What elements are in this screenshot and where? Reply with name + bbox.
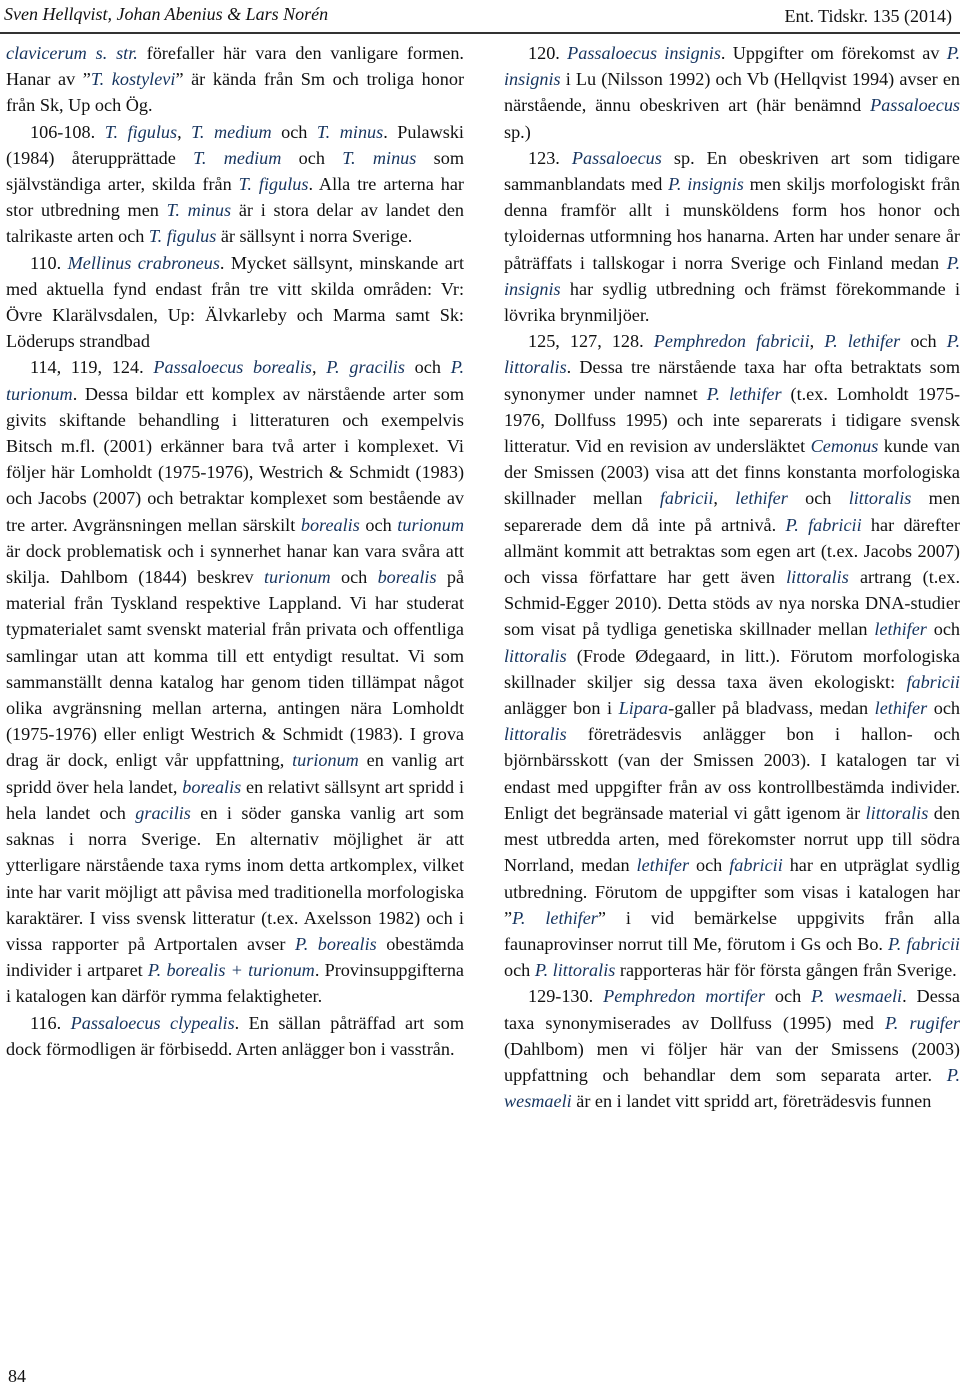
text-run: är en i landet vitt spridd art, företrädesvis funnen [571,1091,932,1112]
text-run: och [689,855,730,876]
text-run: . Alla tre arterna har stor utbredning men [6,174,464,221]
text-run: som självständiga arter, skilda från [6,147,464,195]
taxon-name: lethifer [874,698,928,719]
text-run: företrädesvis anlägger bon i hallon- och björnbärsskott (van der Smissen 2003). I katalogen tar vi endast med uppgifter från av oss kontrollbestämda individer. Enligt det begränsade material vi gått igenom är [504,724,960,823]
text-run: (Dahlbom) men vi följer här van der Smissens (2003) uppfattning och behandlar dem som separata arter. [504,1038,960,1085]
text-run: men skiljs morfologiskt från denna framför allt i munsköldens form hos honor och tyloidernas utformning hos hanarna. Arten har under senare år påträffats i tallskogar i norra Sverige och Finland medan [504,174,960,273]
text-run: , [177,121,192,142]
right-column [504,40,960,1114]
text-run: ” är kända från Sm och troliga honor från Sk, Up och Ög. [6,69,465,116]
text-run: och [787,488,849,509]
taxon-name: borealis [182,776,242,797]
taxon-name: T. figulus [238,174,309,195]
text-run: 106-108. [30,121,105,142]
taxon-name: P. wesmaeli [811,986,903,1007]
taxon-name: P. fabricii [888,933,960,954]
taxon-name: T. minus [342,147,417,168]
paragraph [504,145,960,328]
text-run: och [900,331,947,352]
text-run: och [764,986,812,1007]
text-run: är sällsynt i norra Sverige. [216,226,413,247]
text-run: . Provinsuppgifterna i katalogen kan därför rymma felaktigheter. [6,960,464,1007]
paragraph [6,40,464,119]
paragraph [504,983,960,1114]
text-run: artrang (t.ex. Schmid-Egger 2010). Detta stöds av nya norska DNA-studier som visat på tydliga genetiska skillnader mellan [504,567,960,640]
text-run: en i söder ganska vanlig art som saknas i norra Sverige. En alternativ möjlighet är att ytterligare närstående taxa ryms inom detta artkomplex, vilket inte har varit möjligt att påvisa med traditionella morfologiska karaktärer. I viss svensk litteratur (t.ex. Axelsson 1982) och i vissa rapporter på Artportalen avser [6,802,464,954]
text-run: (t.ex. Lomholdt 1975-1976, Dollfuss 1995) och inte separerats i tidigare svensk litteratur. Vid en revision av undersläktet [504,383,960,457]
text-run: 110. [30,252,68,273]
taxon-name: fabricii [906,671,960,692]
taxon-name: turionum [397,514,464,535]
taxon-name: P. insignis [504,252,960,299]
text-run: och [504,960,535,981]
text-run: 125, 127, 128. [528,331,654,352]
text-run: . En sällan påträffad art som dock förmodligen är förbisedd. Arten anlägger bon i vasstrån. [6,1012,464,1059]
taxon-name: P. insignis [668,174,744,195]
text-run: sp. En obeskriven art som tidigare sammanblandats med [504,147,960,195]
taxon-name: borealis [377,567,437,588]
text-run: 116. [30,1012,71,1033]
taxon-name: Cemonus [810,436,879,457]
text-run: rapporteras här för första gången från Sverige. [615,960,957,981]
text-run: kunde van der Smissen (2003) visa att det finns konstanta morfologiska skillnader mellan [504,436,960,509]
taxon-name: T. figulus [148,226,217,247]
taxon-name: P. lethifer [824,331,901,352]
paragraph [6,1010,464,1062]
taxon-name: littoralis [786,567,849,588]
taxon-name: Pemphredon mortifer [603,986,765,1007]
taxon-name: T. minus [166,200,232,221]
text-run: 114, 119, 124. [30,357,154,378]
text-run: den mest utbredda arten, med förekomster norrut upp till södra Norrland, medan [504,802,960,876]
page-number: 84 [8,1366,26,1386]
text-run: 123. [528,147,572,168]
taxon-name: P. insignis [504,43,960,90]
taxon-name: T. minus [316,121,384,142]
text-run: , [713,488,736,509]
text-run: och [359,514,398,535]
running-header [0,0,960,34]
text-run: förefaller här vara den vanligare formen. Hanar av ” [6,43,464,90]
taxon-name: T. kostylevi [90,69,176,90]
taxon-name: Passaloecus [571,147,662,168]
taxon-name: T. figulus [104,121,178,142]
taxon-name: Passaloecus insignis [567,43,721,63]
taxon-name: P. lethifer [512,907,598,928]
taxon-name: borealis [300,514,360,535]
text-run: anlägger bon i [504,698,619,719]
taxon-name: turionum [263,567,331,588]
taxon-name: Passaloecus [870,95,960,116]
text-run: . Mycket sällsynt, minskande art med aktuella fynd endast från tre vitt skilda områden: Vr: Övre Klarälvsdalen, Up: Älvkarleby och Marma samt Sk: Löderups strandbad [6,252,464,352]
text-run: sp.) [504,121,531,142]
text-run: en relativt sällsynt art spridd i hela landet och [6,776,464,823]
text-run: en vanlig art spridd över hela landet, [6,750,465,797]
taxon-name: P. turionum [6,357,465,404]
left-column [6,40,464,1062]
text-run: (Frode Ødegaard, in litt.). Förutom morfologiska skillnader skiljer sig dessa taxa även ekologiskt: [504,645,960,692]
text-run: och [281,147,343,168]
text-run: har därefter allmänt kommit att betraktas som egen art (t.ex. Jacobs 2007) och vissa författare har gett även [504,514,960,588]
taxon-name: lethifer [735,488,788,509]
text-run: , [809,331,825,352]
taxon-name: fabricii [729,855,783,876]
taxon-name: T. medium [191,121,272,142]
taxon-name: P. littoralis [504,331,960,378]
text-run: är dock problematisk och i synnerhet hanar kan vara svåra att skilja. Dahlbom (1844) beskrev [6,540,464,588]
text-run: har en utpräglat sydlig utbredning. Förutom de uppgifter som visas i katalogen har ” [504,855,960,928]
text-run: , [312,357,327,378]
text-run: har sydlig utbredning och främst förekommande i lövrika brynmiljöer. [504,278,960,326]
text-run: . Dessa bildar ett komplex av närstående arter som givits skiftande behandling i litteraturen och exempelvis Bitsch m.fl. (2001) erkänner bara två arter i komplexet. Vi följer här Lomholdt (1975-1976), Westrich & Schmidt (1983) och Jacobs (2007) och betraktar komplexet som bestående av tre arter. Avgränsningen mellan särskilt [6,383,464,535]
taxon-name: P. wesmaeli [504,1064,960,1112]
text-run: ” i vid bemärkelse uppgivits från alla faunaprovinser norrut till Me, förutom i Gs och Bo. [504,907,960,954]
paragraph [6,250,464,355]
text-run: är i stora delar av landet den talrikaste arten och [6,200,464,247]
paragraph [504,328,960,983]
taxon-name: fabricii [659,488,714,509]
text-run: men separerade dem då inte på artnivå. [504,488,960,535]
text-run: och [927,698,960,719]
text-run: och [926,619,960,640]
taxon-name: littoralis [848,488,912,509]
taxon-name: P. littoralis [534,960,616,981]
taxon-name: Pemphredon fabricii [653,331,810,352]
taxon-name: clavicerum s. str. [6,43,138,63]
paragraph [6,119,464,250]
text-run: och [404,357,451,378]
taxon-name: littoralis [504,724,567,745]
text-run: 120. [528,43,568,63]
taxon-name: lethifer [874,619,927,640]
taxon-name: Passaloecus borealis [153,357,312,378]
taxon-name: gracilis [135,802,191,823]
text-run: i Lu (Nilsson 1992) och Vb (Hellqvist 1994) avser en närstående, ännu obeskriven art (här benämnd [504,69,960,116]
taxon-name: lethifer [636,855,690,876]
text-run: och [330,567,378,588]
running-head-journal: Ent. Tidskr. 135 (2014) [784,6,952,26]
taxon-name: P. gracilis [326,357,405,378]
text-run: obestämda individer i artparet [6,933,464,981]
taxon-name: littoralis [865,802,929,823]
taxon-name: P. borealis + turionum [147,960,315,981]
text-run: 129-130. [528,986,604,1007]
text-run: och [271,121,317,142]
taxon-name: P. rugifer [885,1012,960,1033]
taxon-name: Lipara [618,698,669,719]
taxon-name: P. fabricii [785,514,862,535]
taxon-name: P. borealis [294,933,377,954]
text-run: . Uppgifter om förekomst av [720,43,947,63]
taxon-name: T. medium [193,147,282,168]
paragraph [6,354,464,1009]
text-run: . Pulawski (1984) återupprättade [6,121,464,168]
taxon-name: Mellinus crabroneus [67,252,220,273]
text-run: . Dessa taxa synonymiserades av Dollfuss (1995) med [504,986,960,1033]
taxon-name: turionum [292,750,359,771]
running-head-authors: Sven Hellqvist, Johan Abenius & Lars Norén [4,4,329,24]
text-run: -galler på bladvass, medan [668,698,875,719]
taxon-name: P. lethifer [706,383,782,404]
text-run: på material från Tyskland respektive Lappland. Vi har studerat typmaterialet samt svenskt material från privata och offentliga samlingar utan att komma till ett entydigt resultat. Vi som sammanställt denna katalog har genom tiden tillämpat något olika avgränsning mellan arterna, antingen nära Lomholdt (1975-1976) eller enligt Westrich & Schmidt (1983). I grova drag är dock, enligt vår uppfattning, [6,567,465,771]
taxon-name: Passaloecus clypealis [70,1012,235,1033]
text-run: . Dessa tre närstående taxa har ofta betraktats som synonymer under namnet [504,357,960,404]
taxon-name: littoralis [504,645,567,666]
paragraph [504,40,960,145]
